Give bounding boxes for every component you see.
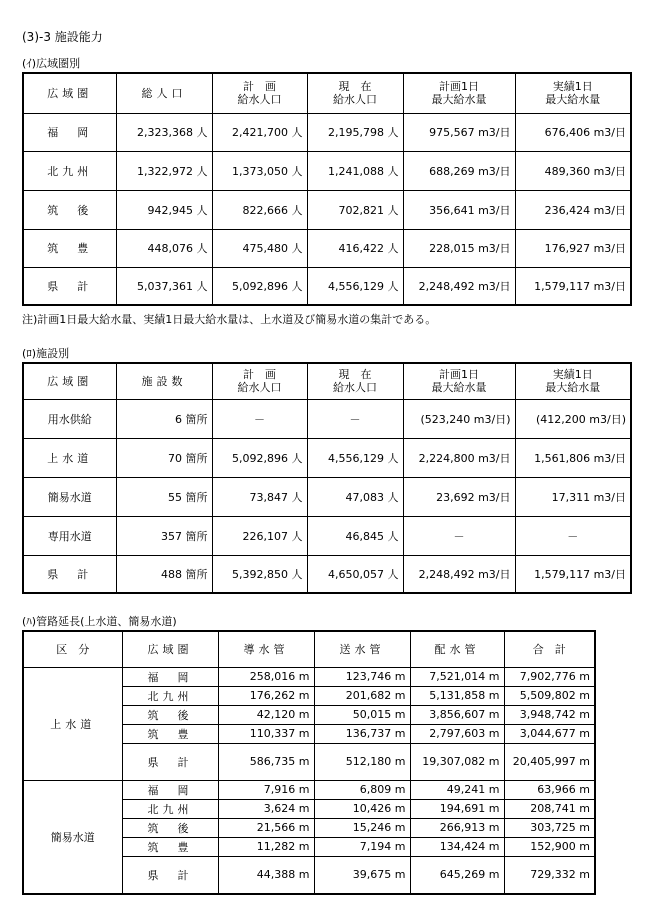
- table-i-note: 注)計画1日最大給水量、実績1日最大給水量は、上水道及び簡易水道の集計である。: [22, 313, 437, 326]
- region-cell: 筑 後: [122, 705, 218, 724]
- region-cell: 筑 後: [23, 190, 116, 229]
- header-current-population: 現 在 給水人口: [307, 363, 403, 399]
- facility-type-cell: 簡易水道: [23, 477, 116, 516]
- value-cell: 176,927 m3/日: [515, 229, 631, 267]
- table-by-region: [22, 72, 632, 306]
- value-cell: 2,797,603 m: [410, 724, 504, 743]
- table-row: [23, 399, 631, 438]
- value-cell: 3,948,742 m: [504, 705, 595, 724]
- value-cell: 1,579,117 m3/日: [515, 267, 631, 305]
- value-cell: 5,392,850 人: [212, 555, 307, 593]
- value-cell: 236,424 m3/日: [515, 190, 631, 229]
- value-cell: 729,332 m: [504, 856, 595, 894]
- region-cell: 筑 豊: [122, 724, 218, 743]
- value-cell: 134,424 m: [410, 837, 504, 856]
- value-cell: 1,579,117 m3/日: [515, 555, 631, 593]
- value-cell: 4,556,129 人: [307, 267, 403, 305]
- table-pipeline-length: [22, 630, 596, 895]
- value-cell: 2,248,492 m3/日: [403, 555, 515, 593]
- value-cell: 5,509,802 m: [504, 686, 595, 705]
- table-row: [23, 151, 631, 190]
- value-cell: 475,480 人: [212, 229, 307, 267]
- value-cell: 5,037,361 人: [116, 267, 212, 305]
- value-cell: 5,092,896 人: [212, 267, 307, 305]
- value-cell: 10,426 m: [314, 799, 410, 818]
- value-cell: 110,337 m: [218, 724, 314, 743]
- header-total-population: 総人口: [116, 73, 212, 113]
- value-cell: 1,373,050 人: [212, 151, 307, 190]
- facility-type-cell: 県 計: [23, 555, 116, 593]
- table-ha-title: (ﾊ)管路延長(上水道、簡易水道): [22, 615, 177, 628]
- header-conveyance-pipe: 導水管: [218, 631, 314, 667]
- value-cell: 3,624 m: [218, 799, 314, 818]
- value-cell: 357 箇所: [116, 516, 212, 555]
- value-cell: 1,561,806 m3/日: [515, 438, 631, 477]
- value-cell: 70 箇所: [116, 438, 212, 477]
- value-cell: 942,945 人: [116, 190, 212, 229]
- table-row: [23, 113, 631, 151]
- facility-type-cell: 用水供給: [23, 399, 116, 438]
- region-cell: 筑 豊: [23, 229, 116, 267]
- value-cell: －: [212, 399, 307, 438]
- header-actual-max-supply: 実績1日 最大給水量: [515, 363, 631, 399]
- value-cell: 5,092,896 人: [212, 438, 307, 477]
- value-cell: 55 箇所: [116, 477, 212, 516]
- value-cell: 152,900 m: [504, 837, 595, 856]
- group-label-cell: 上水道: [23, 667, 122, 780]
- value-cell: 20,405,997 m: [504, 743, 595, 780]
- value-cell: 194,691 m: [410, 799, 504, 818]
- value-cell: 17,311 m3/日: [515, 477, 631, 516]
- value-cell: 73,847 人: [212, 477, 307, 516]
- value-cell: 7,194 m: [314, 837, 410, 856]
- value-cell: 266,913 m: [410, 818, 504, 837]
- header-planned-population: 計 画 給水人口: [212, 363, 307, 399]
- header-transmission-pipe: 送水管: [314, 631, 410, 667]
- value-cell: 2,323,368 人: [116, 113, 212, 151]
- region-cell: 筑 豊: [122, 837, 218, 856]
- value-cell: 975,567 m3/日: [403, 113, 515, 151]
- value-cell: 201,682 m: [314, 686, 410, 705]
- header-total: 合 計: [504, 631, 595, 667]
- table-row: [23, 780, 595, 799]
- value-cell: 645,269 m: [410, 856, 504, 894]
- table-row: [23, 477, 631, 516]
- value-cell: 228,015 m3/日: [403, 229, 515, 267]
- value-cell: 21,566 m: [218, 818, 314, 837]
- region-cell: 県 計: [122, 856, 218, 894]
- value-cell: 47,083 人: [307, 477, 403, 516]
- value-cell: －: [307, 399, 403, 438]
- value-cell: 1,241,088 人: [307, 151, 403, 190]
- value-cell: 42,120 m: [218, 705, 314, 724]
- value-cell: 63,966 m: [504, 780, 595, 799]
- table-row: [23, 555, 631, 593]
- value-cell: 586,735 m: [218, 743, 314, 780]
- table-row: [23, 267, 631, 305]
- value-cell: 50,015 m: [314, 705, 410, 724]
- header-facility-count: 施設数: [116, 363, 212, 399]
- table-row: [23, 190, 631, 229]
- value-cell: 19,307,082 m: [410, 743, 504, 780]
- value-cell: 136,737 m: [314, 724, 410, 743]
- value-cell: 2,195,798 人: [307, 113, 403, 151]
- value-cell: 2,248,492 m3/日: [403, 267, 515, 305]
- section-title: (3)-3 施設能力: [22, 30, 103, 44]
- header-region: 広域圏: [23, 73, 116, 113]
- value-cell: 688,269 m3/日: [403, 151, 515, 190]
- value-cell: 488 箇所: [116, 555, 212, 593]
- value-cell: 11,282 m: [218, 837, 314, 856]
- table-i-title: (ｲ)広域圏別: [22, 57, 81, 70]
- value-cell: 49,241 m: [410, 780, 504, 799]
- region-cell: 県 計: [122, 743, 218, 780]
- value-cell: 6,809 m: [314, 780, 410, 799]
- header-category: 区 分: [23, 631, 122, 667]
- value-cell: 123,746 m: [314, 667, 410, 686]
- table-by-facility: [22, 362, 632, 594]
- region-cell: 筑 後: [122, 818, 218, 837]
- value-cell: 822,666 人: [212, 190, 307, 229]
- value-cell: 489,360 m3/日: [515, 151, 631, 190]
- value-cell: 1,322,972 人: [116, 151, 212, 190]
- region-cell: 北九州: [23, 151, 116, 190]
- value-cell: 15,246 m: [314, 818, 410, 837]
- header-current-population: 現 在 給水人口: [307, 73, 403, 113]
- value-cell: 416,422 人: [307, 229, 403, 267]
- value-cell: 3,856,607 m: [410, 705, 504, 724]
- region-cell: 北九州: [122, 686, 218, 705]
- facility-type-cell: 専用水道: [23, 516, 116, 555]
- region-cell: 福 岡: [23, 113, 116, 151]
- value-cell: 176,262 m: [218, 686, 314, 705]
- value-cell: 7,902,776 m: [504, 667, 595, 686]
- value-cell: 7,521,014 m: [410, 667, 504, 686]
- value-cell: 258,016 m: [218, 667, 314, 686]
- value-cell: 303,725 m: [504, 818, 595, 837]
- value-cell: 512,180 m: [314, 743, 410, 780]
- value-cell: 4,650,057 人: [307, 555, 403, 593]
- region-cell: 県 計: [23, 267, 116, 305]
- value-cell: －: [403, 516, 515, 555]
- header-actual-max-supply: 実績1日 最大給水量: [515, 73, 631, 113]
- value-cell: 3,044,677 m: [504, 724, 595, 743]
- value-cell: 702,821 人: [307, 190, 403, 229]
- value-cell: 46,845 人: [307, 516, 403, 555]
- header-region: 広域圏: [122, 631, 218, 667]
- header-planned-max-supply: 計画1日 最大給水量: [403, 73, 515, 113]
- value-cell: 7,916 m: [218, 780, 314, 799]
- table-row: [23, 516, 631, 555]
- value-cell: (523,240 m3/日): [403, 399, 515, 438]
- value-cell: 6 箇所: [116, 399, 212, 438]
- value-cell: 2,421,700 人: [212, 113, 307, 151]
- header-planned-max-supply: 計画1日 最大給水量: [403, 363, 515, 399]
- region-cell: 北九州: [122, 799, 218, 818]
- header-region: 広域圏: [23, 363, 116, 399]
- value-cell: 208,741 m: [504, 799, 595, 818]
- value-cell: 44,388 m: [218, 856, 314, 894]
- value-cell: 676,406 m3/日: [515, 113, 631, 151]
- value-cell: 226,107 人: [212, 516, 307, 555]
- value-cell: 23,692 m3/日: [403, 477, 515, 516]
- table-row: [23, 438, 631, 477]
- value-cell: 448,076 人: [116, 229, 212, 267]
- value-cell: 4,556,129 人: [307, 438, 403, 477]
- facility-type-cell: 上水道: [23, 438, 116, 477]
- header-planned-population: 計 画 給水人口: [212, 73, 307, 113]
- value-cell: 2,224,800 m3/日: [403, 438, 515, 477]
- header-distribution-pipe: 配水管: [410, 631, 504, 667]
- table-row: [23, 667, 595, 686]
- value-cell: (412,200 m3/日): [515, 399, 631, 438]
- table-row: [23, 229, 631, 267]
- value-cell: 356,641 m3/日: [403, 190, 515, 229]
- region-cell: 福 岡: [122, 780, 218, 799]
- region-cell: 福 岡: [122, 667, 218, 686]
- value-cell: 39,675 m: [314, 856, 410, 894]
- value-cell: －: [515, 516, 631, 555]
- group-label-cell: 簡易水道: [23, 780, 122, 894]
- value-cell: 5,131,858 m: [410, 686, 504, 705]
- table-ro-title: (ﾛ)施設別: [22, 347, 70, 360]
